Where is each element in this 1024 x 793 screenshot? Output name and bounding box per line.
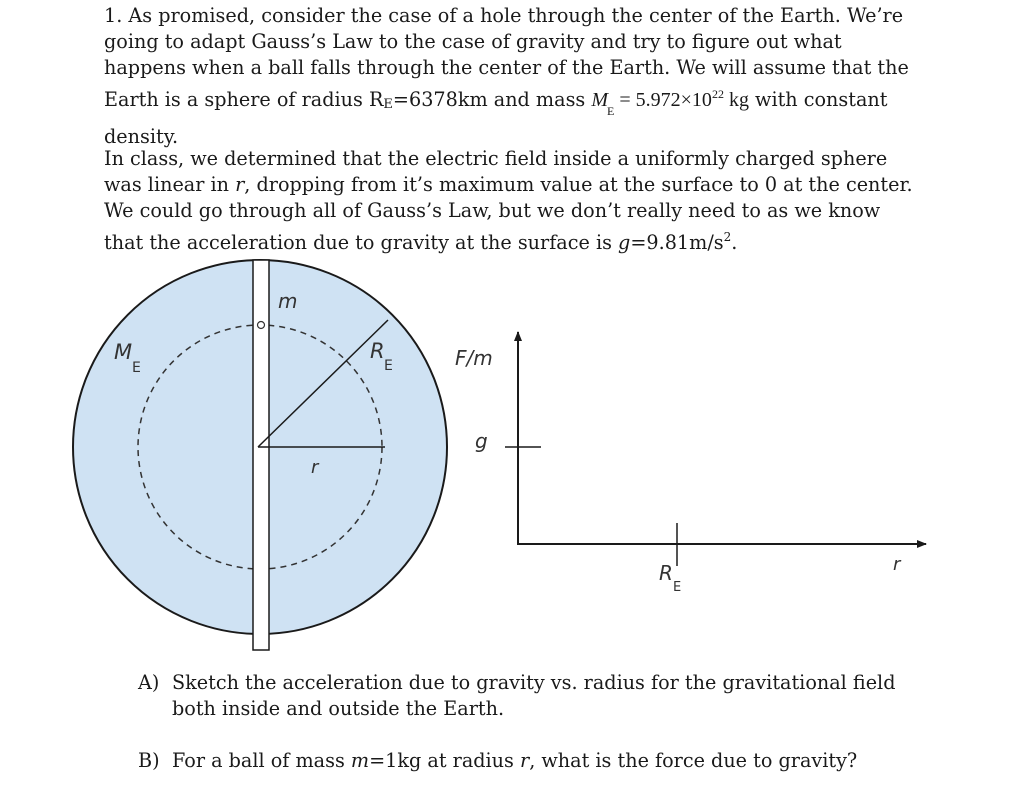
mass-equals: = 5.972×10: [614, 89, 712, 111]
r-axis-label: r: [893, 554, 901, 575]
context-text-c: =9.81m/s: [630, 231, 724, 254]
intro-text: 1. As promised, consider the case of a hole through the center of the Earth. We’re going to adapt Gauss’s Law to the case of gravity and try to figure out what happens when a ball falls through the center of the Earth. We will assume that the Earth is a sphere of radius R: [104, 4, 909, 111]
g-tick-label: g: [475, 429, 488, 453]
question-a-text: Sketch the acceleration due to gravity vs. radius for the gravitational field both inside and outside the Earth.: [172, 671, 896, 720]
mass-subscript: E: [607, 104, 615, 118]
re-tick-label: R: [659, 561, 673, 585]
question-a: [138, 670, 928, 722]
mass-equation: [591, 87, 749, 118]
context-end: .: [731, 231, 738, 254]
earth-gravity-figure: [0, 248, 1024, 658]
class-context-paragraph: [104, 146, 924, 256]
context-r: r: [235, 173, 245, 196]
intro-suffix: with constant density.: [104, 88, 888, 148]
context-exponent: 2: [723, 230, 732, 244]
re-tick-sub: E: [673, 580, 682, 595]
ball: [258, 322, 265, 329]
question-b-tag: B): [138, 749, 160, 772]
hole-through-center: [253, 260, 269, 650]
context-g: g: [618, 231, 631, 254]
question-b-r: r: [520, 749, 530, 772]
question-a-tag: A): [138, 671, 160, 694]
radius-subscript: E: [383, 97, 393, 112]
context-text-b: , dropping from it’s maximum value at the surface to 0 at the center. We could go through all of Gauss’s Law, but we don’t really need to as we know that the acceleration due to gravity at the surface is: [104, 173, 913, 254]
earth-mass-label: M: [114, 340, 133, 364]
question-b: [138, 748, 928, 774]
earth-radius-sub: E: [384, 358, 393, 374]
ball-mass-label: m: [278, 289, 298, 313]
mass-exponent: 22: [711, 87, 724, 101]
radius-value-text: =6378km and mass: [392, 88, 592, 111]
problem-intro-paragraph: [104, 3, 924, 150]
inner-radius-label: r: [311, 457, 319, 478]
earth-mass-sub: E: [132, 360, 141, 376]
question-b-m: m: [350, 749, 370, 772]
question-b-text-3: , what is the force due to gravity?: [529, 749, 858, 772]
force-axis-label: F/m: [455, 346, 493, 370]
mass-symbol: M: [591, 89, 609, 111]
question-b-text: [138, 748, 928, 774]
question-b-text-2: =1kg at radius: [369, 749, 520, 772]
context-text-a: In class, we determined that the electric field inside a uniformly charged sphere was linear in: [104, 147, 888, 196]
mass-unit: kg: [723, 89, 749, 111]
question-b-text-1: For a ball of mass: [172, 749, 351, 772]
earth-radius-label: R: [370, 339, 385, 363]
